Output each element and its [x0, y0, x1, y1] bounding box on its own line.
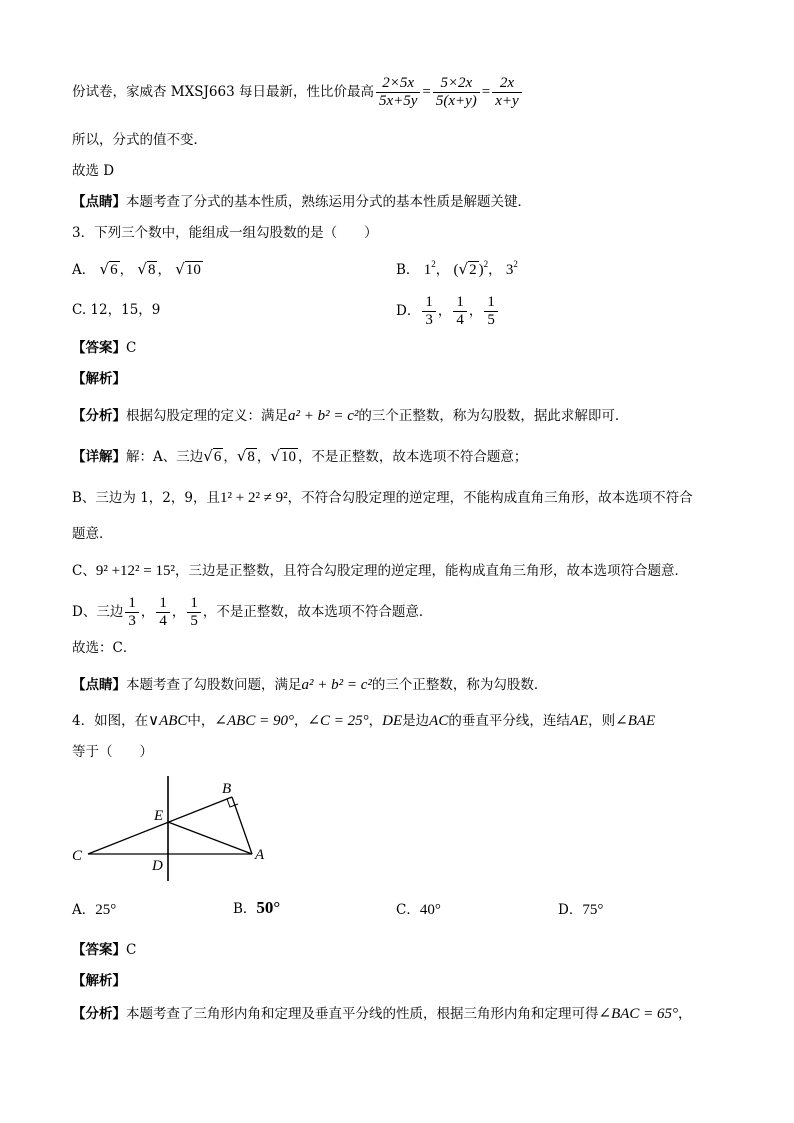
q3-option-d[interactable]: D． $\frac{1}{3}$ ， $\frac{1}{4}$ ， $\frac{1}{5}$ [396, 291, 500, 331]
q3-answer: 【答案】C [72, 340, 137, 356]
label-a: A [255, 847, 265, 863]
fraction-1: $\frac{2\times 5x}{5x+5y}$ [376, 75, 420, 110]
q3-guxuan: 故选：C． [72, 640, 137, 656]
sqrt-8: √8 [137, 260, 156, 278]
q4-answer: 【答案】C [72, 942, 137, 958]
q4-analysis-tag: 【解析】 [72, 973, 126, 989]
q3-analysis-tag: 【解析】 [72, 371, 126, 387]
q4-option-a[interactable]: A．25° [72, 902, 117, 918]
fraction-2: $\frac{5\times 2x}{5(x+y)}$ [433, 75, 480, 110]
question-4-stem: 4．如图，在∨ABC中，∠ABC = 90°，∠C = 25°，DE是边AC的垂直平分线，连结AE，则∠BAE [72, 713, 656, 729]
q3-option-a[interactable]: A． √6 ， √8 ， √10 [72, 260, 201, 278]
fraction-3: $\frac{2x}{x+y}$ [492, 75, 521, 110]
sqrt-2-squared: (√2 )$^2$ [453, 259, 489, 278]
sqrt-10: √10 [175, 260, 201, 278]
q3-line-b2: 题意． [72, 526, 113, 542]
q3-option-b[interactable]: B． $1^2$， (√2 )$^2$， $3^2$ [396, 259, 518, 278]
q3-xiangjie: 【详解】解：A、三边√6 ，√8 ，√10 ，不是正整数，故本选项不符合题意； [72, 447, 528, 465]
q3-dianjing: 【点睛】本题考查了勾股数问题，满足a² + b² = c²的三个正整数，称为勾股数． [72, 677, 548, 693]
question-3-stem: 3．下列三个数中，能组成一组勾股数的是（ ） [72, 225, 378, 241]
q4-option-d[interactable]: D．75° [558, 902, 604, 918]
q3-line-b1: B、三边为 1，2，9，且1² + 2² ≠ 9²，不符合勾股定理的逆定理，不能构成直角三角形，故本选项不符合 [72, 490, 693, 506]
choice-line: 故选 D [72, 163, 115, 179]
triangle-figure [60, 770, 280, 885]
label-e: E [154, 808, 164, 824]
label-b: B [222, 781, 232, 797]
continuation-prefix: 份试卷，家威杏 MXSJ663 每日最新，性比价最高 [72, 84, 374, 100]
q4-option-b[interactable]: B．50° [233, 898, 281, 917]
label-c: C [72, 848, 83, 864]
q3-line-d: D、三边 $\frac{1}{3}$ ， $\frac{1}{4}$ ， $\frac{1}{5}$ ，不是正整数，故本选项不符合题意． [72, 595, 433, 629]
label-d: D [152, 858, 163, 874]
side-cb [88, 797, 232, 854]
continuation-line: 份试卷，家威杏 MXSJ663 每日最新，性比价最高 $\frac{2\times 5x}{5x+5y}$ = $\frac{5\times 2x}{5(x+y)}$ = $\frac{2x}{x+y}$ [72, 72, 524, 112]
question-4-stem-2: 等于（ ） [72, 744, 153, 760]
sqrt-6: √6 [99, 260, 118, 278]
conclusion-line: 所以，分式的值不变． [72, 132, 207, 148]
q4-option-c[interactable]: C．40° [396, 902, 441, 918]
comment-line: 【点睛】本题考查了分式的基本性质，熟练运用分式的基本性质是解题关键． [72, 194, 531, 210]
q3-option-c[interactable]: C. 12，15，9 [72, 302, 161, 318]
q3-fenxi: 【分析】根据勾股定理的定义：满足a² + b² = c²的三个正整数，称为勾股数，据此求解即可． [72, 408, 629, 424]
q4-fenxi: 【分析】本题考查了三角形内角和定理及垂直平分线的性质，根据三角形内角和定理可得∠BAC = 65°， [72, 1006, 692, 1022]
q3-line-c: C、9² +12² = 15²，三边是正整数，且符合勾股定理的逆定理，能构成直角三角形，故本选项符合题意． [72, 563, 689, 579]
segment-ea [168, 822, 252, 854]
